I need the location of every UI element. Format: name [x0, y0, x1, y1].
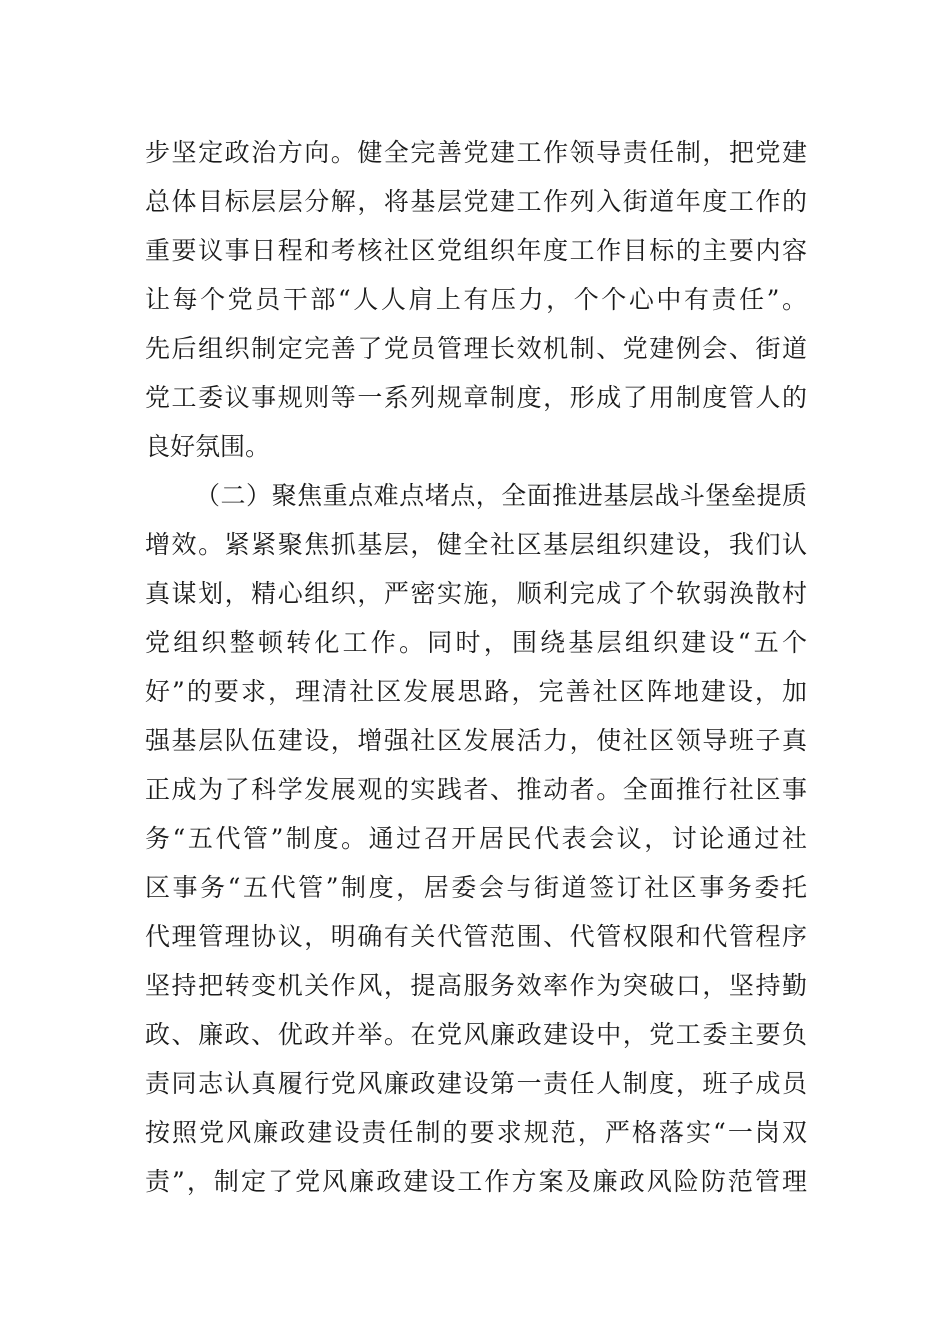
text-line: 步坚定政治方向。健全完善党建工作领导责任制，把党建	[145, 138, 807, 167]
text-line: 先后组织制定完善了党员管理长效机制、党建例会、街道	[145, 334, 807, 363]
section-heading-line: （二）聚焦重点难点堵点，全面推进基层战斗堡垒提质	[195, 481, 807, 510]
text-line: 坚持把转变机关作风，提高服务效率作为突破口，坚持勤	[145, 971, 807, 1000]
text-line: 政、廉政、优政并举。在党风廉政建设中，党工委主要负	[145, 1020, 807, 1049]
text-line: 代理管理协议，明确有关代管范围、代管权限和代管程序	[145, 922, 807, 951]
text-line: 真谋划，精心组织，严密实施，顺利完成了个软弱涣散村	[145, 579, 807, 608]
text-line: 增效。紧紧聚焦抓基层，健全社区基层组织建设，我们认	[145, 530, 807, 559]
text-line: 重要议事日程和考核社区党组织年度工作目标的主要内容	[145, 236, 807, 265]
text-line: 良好氛围。	[145, 432, 271, 461]
text-line: 区事务“五代管”制度，居委会与街道签订社区事务委托	[145, 873, 807, 902]
text-line: 务“五代管”制度。通过召开居民代表会议，讨论通过社	[145, 824, 807, 853]
text-line: 党工委议事规则等一系列规章制度，形成了用制度管人的	[145, 383, 807, 412]
text-line: 按照党风廉政建设责任制的要求规范，严格落实“一岗双	[145, 1118, 807, 1147]
text-line: 让每个党员干部“人人肩上有压力，个个心中有责任”。	[145, 285, 807, 314]
text-line: 强基层队伍建设，增强社区发展活力，使社区领导班子真	[145, 726, 807, 755]
text-line: 好”的要求，理清社区发展思路，完善社区阵地建设，加	[145, 677, 807, 706]
text-line: 党组织整顿转化工作。同时，围绕基层组织建设“五个	[145, 628, 807, 657]
text-line: 责同志认真履行党风廉政建设第一责任人制度，班子成员	[145, 1069, 807, 1098]
text-line: 责”，制定了党风廉政建设工作方案及廉政风险防范管理	[145, 1167, 807, 1196]
text-line: 总体目标层层分解，将基层党建工作列入街道年度工作的	[145, 187, 807, 216]
text-line: 正成为了科学发展观的实践者、推动者。全面推行社区事	[145, 775, 807, 804]
